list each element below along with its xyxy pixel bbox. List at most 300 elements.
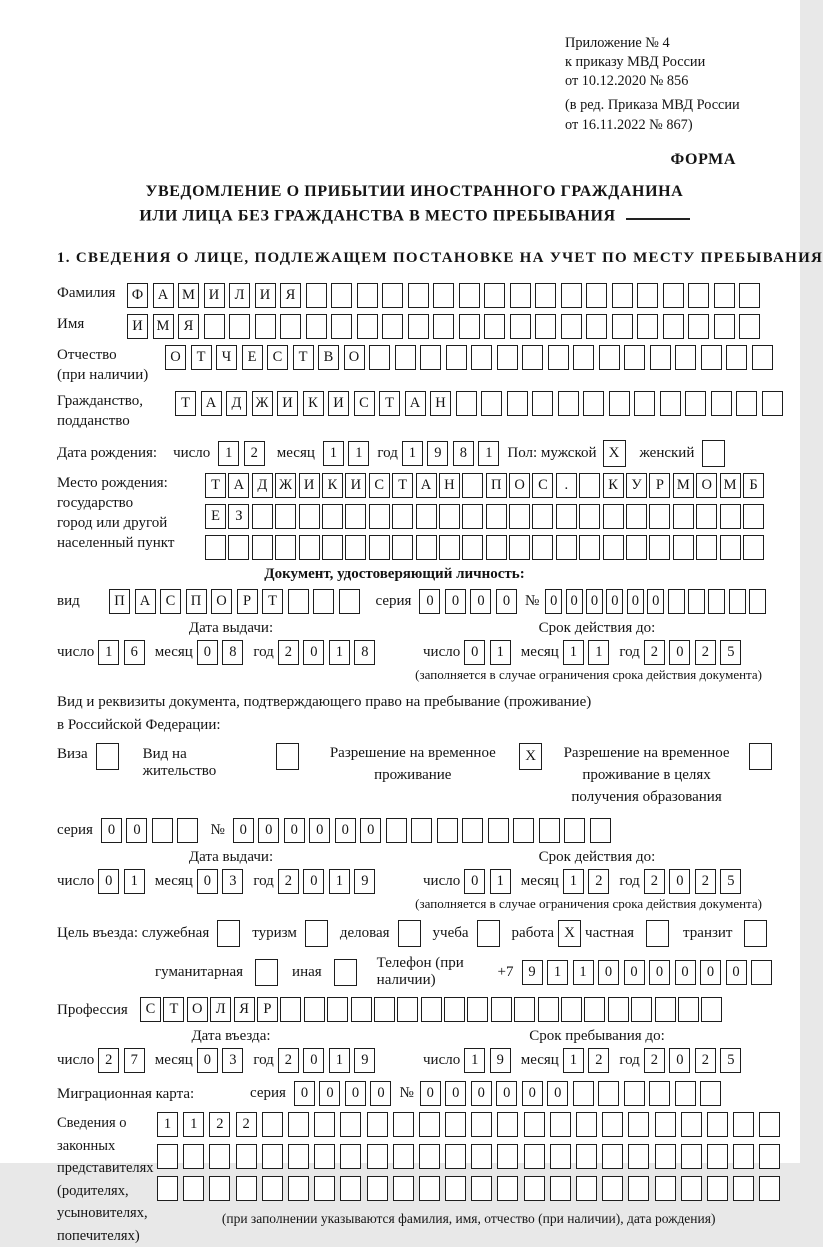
- char-cell[interactable]: С: [267, 345, 288, 370]
- char-cell[interactable]: 1: [329, 1048, 350, 1073]
- char-cell[interactable]: [675, 1081, 696, 1106]
- char-cell[interactable]: [759, 1112, 780, 1137]
- char-cell[interactable]: [433, 283, 454, 308]
- char-cell[interactable]: [345, 504, 366, 529]
- char-cell[interactable]: А: [416, 473, 437, 498]
- char-cell[interactable]: С: [532, 473, 553, 498]
- char-cell[interactable]: [649, 535, 670, 560]
- char-cell[interactable]: А: [228, 473, 249, 498]
- char-cell[interactable]: [739, 283, 760, 308]
- char-cell[interactable]: 0: [419, 589, 440, 614]
- char-cell[interactable]: [204, 314, 225, 339]
- char-cell[interactable]: [509, 535, 530, 560]
- char-cell[interactable]: [634, 391, 655, 416]
- char-cell[interactable]: [314, 1176, 335, 1201]
- char-cell[interactable]: 0: [586, 589, 603, 614]
- char-cell[interactable]: 0: [647, 589, 664, 614]
- char-cell[interactable]: О: [509, 473, 530, 498]
- char-cell[interactable]: 2: [695, 640, 716, 665]
- char-cell[interactable]: С: [354, 391, 375, 416]
- char-cell[interactable]: [561, 283, 582, 308]
- char-cell[interactable]: 1: [563, 640, 584, 665]
- char-cell[interactable]: [439, 535, 460, 560]
- char-cell[interactable]: [357, 283, 378, 308]
- char-cell[interactable]: [524, 1176, 545, 1201]
- char-cell[interactable]: [351, 997, 372, 1022]
- char-cell[interactable]: [637, 283, 658, 308]
- char-cell[interactable]: [433, 314, 454, 339]
- char-cell[interactable]: [685, 391, 706, 416]
- char-cell[interactable]: [459, 283, 480, 308]
- char-cell[interactable]: О: [187, 997, 208, 1022]
- char-cell[interactable]: 0: [360, 818, 381, 843]
- char-cell[interactable]: [367, 1176, 388, 1201]
- char-cell[interactable]: [736, 391, 757, 416]
- char-cell[interactable]: 0: [669, 1048, 690, 1073]
- char-cell[interactable]: [681, 1176, 702, 1201]
- char-cell[interactable]: [280, 314, 301, 339]
- char-cell[interactable]: 0: [126, 818, 147, 843]
- char-cell[interactable]: [624, 345, 645, 370]
- char-cell[interactable]: 2: [98, 1048, 119, 1073]
- char-cell[interactable]: Р: [649, 473, 670, 498]
- char-cell[interactable]: [729, 589, 746, 614]
- char-cell[interactable]: [514, 997, 535, 1022]
- char-cell[interactable]: [209, 1176, 230, 1201]
- char-cell[interactable]: [599, 345, 620, 370]
- char-cell[interactable]: [331, 314, 352, 339]
- char-cell[interactable]: 0: [303, 869, 324, 894]
- char-cell[interactable]: 2: [209, 1112, 230, 1137]
- char-cell[interactable]: [497, 1112, 518, 1137]
- char-cell[interactable]: [462, 473, 483, 498]
- char-cell[interactable]: [486, 535, 507, 560]
- char-cell[interactable]: [314, 1144, 335, 1169]
- char-cell[interactable]: М: [178, 283, 199, 308]
- char-cell[interactable]: 8: [354, 640, 375, 665]
- char-cell[interactable]: 0: [649, 960, 670, 985]
- char-cell[interactable]: 2: [588, 1048, 609, 1073]
- char-cell[interactable]: [229, 314, 250, 339]
- char-cell[interactable]: 2: [236, 1112, 257, 1137]
- char-cell[interactable]: Л: [229, 283, 250, 308]
- char-cell[interactable]: 2: [588, 869, 609, 894]
- char-cell[interactable]: К: [303, 391, 324, 416]
- char-cell[interactable]: [262, 1144, 283, 1169]
- char-cell[interactable]: Я: [280, 283, 301, 308]
- char-cell[interactable]: [584, 997, 605, 1022]
- char-cell[interactable]: М: [720, 473, 741, 498]
- char-cell[interactable]: [628, 1144, 649, 1169]
- char-cell[interactable]: [255, 314, 276, 339]
- char-cell[interactable]: .: [556, 473, 577, 498]
- char-cell[interactable]: Т: [163, 997, 184, 1022]
- char-cell[interactable]: [252, 535, 273, 560]
- char-cell[interactable]: [392, 535, 413, 560]
- char-cell[interactable]: З: [228, 504, 249, 529]
- char-cell[interactable]: 1: [573, 960, 594, 985]
- char-cell[interactable]: [419, 1112, 440, 1137]
- char-cell[interactable]: [739, 314, 760, 339]
- char-cell[interactable]: 2: [244, 441, 265, 466]
- char-cell[interactable]: [714, 314, 735, 339]
- char-cell[interactable]: [445, 1112, 466, 1137]
- char-cell[interactable]: 5: [720, 869, 741, 894]
- char-cell[interactable]: Т: [175, 391, 196, 416]
- char-cell[interactable]: 0: [669, 869, 690, 894]
- char-cell[interactable]: [157, 1176, 178, 1201]
- char-cell[interactable]: 1: [402, 441, 423, 466]
- char-cell[interactable]: 2: [278, 869, 299, 894]
- char-cell[interactable]: [419, 1144, 440, 1169]
- char-cell[interactable]: 0: [445, 589, 466, 614]
- char-cell[interactable]: [590, 818, 611, 843]
- char-cell[interactable]: 0: [470, 589, 491, 614]
- char-cell[interactable]: [507, 391, 528, 416]
- char-cell[interactable]: 2: [278, 1048, 299, 1073]
- char-cell[interactable]: 1: [588, 640, 609, 665]
- char-cell[interactable]: Л: [210, 997, 231, 1022]
- char-cell[interactable]: [395, 345, 416, 370]
- char-cell[interactable]: [579, 535, 600, 560]
- char-cell[interactable]: [702, 440, 725, 467]
- char-cell[interactable]: [673, 504, 694, 529]
- char-cell[interactable]: [539, 818, 560, 843]
- char-cell[interactable]: 9: [490, 1048, 511, 1073]
- char-cell[interactable]: [497, 345, 518, 370]
- char-cell[interactable]: [369, 535, 390, 560]
- char-cell[interactable]: О: [211, 589, 232, 614]
- char-cell[interactable]: [579, 504, 600, 529]
- char-cell[interactable]: [420, 345, 441, 370]
- char-cell[interactable]: 1: [98, 640, 119, 665]
- char-cell[interactable]: [681, 1144, 702, 1169]
- char-cell[interactable]: 0: [303, 640, 324, 665]
- char-cell[interactable]: Т: [191, 345, 212, 370]
- char-cell[interactable]: [744, 920, 767, 947]
- char-cell[interactable]: [488, 818, 509, 843]
- char-cell[interactable]: [673, 535, 694, 560]
- char-cell[interactable]: [398, 920, 421, 947]
- char-cell[interactable]: [177, 818, 198, 843]
- char-cell[interactable]: [573, 1081, 594, 1106]
- char-cell[interactable]: [550, 1144, 571, 1169]
- char-cell[interactable]: [688, 314, 709, 339]
- char-cell[interactable]: [655, 1176, 676, 1201]
- char-cell[interactable]: [696, 504, 717, 529]
- char-cell[interactable]: 0: [464, 640, 485, 665]
- char-cell[interactable]: 0: [669, 640, 690, 665]
- char-cell[interactable]: [386, 818, 407, 843]
- char-cell[interactable]: К: [322, 473, 343, 498]
- char-cell[interactable]: [481, 391, 502, 416]
- char-cell[interactable]: [288, 1144, 309, 1169]
- char-cell[interactable]: М: [153, 314, 174, 339]
- char-cell[interactable]: Ж: [275, 473, 296, 498]
- char-cell[interactable]: [751, 960, 772, 985]
- char-cell[interactable]: [252, 504, 273, 529]
- char-cell[interactable]: 1: [329, 869, 350, 894]
- char-cell[interactable]: [217, 920, 240, 947]
- char-cell[interactable]: [655, 997, 676, 1022]
- char-cell[interactable]: [345, 535, 366, 560]
- char-cell[interactable]: [382, 314, 403, 339]
- char-cell[interactable]: [696, 535, 717, 560]
- char-cell[interactable]: [484, 283, 505, 308]
- char-cell[interactable]: С: [140, 997, 161, 1022]
- char-cell[interactable]: [550, 1112, 571, 1137]
- char-cell[interactable]: [561, 314, 582, 339]
- char-cell[interactable]: [688, 589, 705, 614]
- char-cell[interactable]: [467, 997, 488, 1022]
- char-cell[interactable]: 5: [720, 1048, 741, 1073]
- char-cell[interactable]: 0: [370, 1081, 391, 1106]
- char-cell[interactable]: [550, 1176, 571, 1201]
- char-cell[interactable]: [228, 535, 249, 560]
- char-cell[interactable]: О: [165, 345, 186, 370]
- char-cell[interactable]: К: [603, 473, 624, 498]
- char-cell[interactable]: 0: [197, 1048, 218, 1073]
- char-cell[interactable]: Т: [392, 473, 413, 498]
- char-cell[interactable]: 0: [197, 640, 218, 665]
- char-cell[interactable]: [491, 997, 512, 1022]
- char-cell[interactable]: 8: [453, 441, 474, 466]
- char-cell[interactable]: И: [328, 391, 349, 416]
- char-cell[interactable]: 1: [490, 640, 511, 665]
- char-cell[interactable]: 9: [354, 1048, 375, 1073]
- char-cell[interactable]: [532, 535, 553, 560]
- char-cell[interactable]: X: [603, 440, 626, 467]
- char-cell[interactable]: [497, 1144, 518, 1169]
- char-cell[interactable]: 9: [522, 960, 543, 985]
- char-cell[interactable]: И: [127, 314, 148, 339]
- char-cell[interactable]: 3: [222, 869, 243, 894]
- char-cell[interactable]: Б: [743, 473, 764, 498]
- char-cell[interactable]: [752, 345, 773, 370]
- char-cell[interactable]: Т: [262, 589, 283, 614]
- char-cell[interactable]: И: [255, 283, 276, 308]
- char-cell[interactable]: X: [519, 743, 542, 770]
- char-cell[interactable]: 0: [284, 818, 305, 843]
- char-cell[interactable]: [762, 391, 783, 416]
- char-cell[interactable]: [369, 345, 390, 370]
- char-cell[interactable]: [236, 1144, 257, 1169]
- char-cell[interactable]: [759, 1176, 780, 1201]
- char-cell[interactable]: 0: [197, 869, 218, 894]
- char-cell[interactable]: Р: [257, 997, 278, 1022]
- char-cell[interactable]: [367, 1112, 388, 1137]
- char-cell[interactable]: [408, 314, 429, 339]
- char-cell[interactable]: 0: [471, 1081, 492, 1106]
- char-cell[interactable]: [714, 283, 735, 308]
- char-cell[interactable]: [707, 1144, 728, 1169]
- char-cell[interactable]: [524, 1144, 545, 1169]
- char-cell[interactable]: 1: [348, 441, 369, 466]
- char-cell[interactable]: 3: [222, 1048, 243, 1073]
- char-cell[interactable]: [586, 283, 607, 308]
- char-cell[interactable]: [456, 391, 477, 416]
- char-cell[interactable]: 1: [323, 441, 344, 466]
- char-cell[interactable]: Ч: [216, 345, 237, 370]
- char-cell[interactable]: 0: [258, 818, 279, 843]
- char-cell[interactable]: [524, 1112, 545, 1137]
- char-cell[interactable]: [646, 920, 669, 947]
- char-cell[interactable]: [183, 1176, 204, 1201]
- char-cell[interactable]: [556, 535, 577, 560]
- char-cell[interactable]: [678, 997, 699, 1022]
- char-cell[interactable]: [576, 1112, 597, 1137]
- char-cell[interactable]: П: [486, 473, 507, 498]
- char-cell[interactable]: [548, 345, 569, 370]
- char-cell[interactable]: [558, 391, 579, 416]
- char-cell[interactable]: [477, 920, 500, 947]
- char-cell[interactable]: 0: [319, 1081, 340, 1106]
- char-cell[interactable]: 0: [624, 960, 645, 985]
- char-cell[interactable]: 2: [644, 640, 665, 665]
- char-cell[interactable]: [583, 391, 604, 416]
- char-cell[interactable]: [275, 504, 296, 529]
- char-cell[interactable]: [733, 1144, 754, 1169]
- char-cell[interactable]: 1: [547, 960, 568, 985]
- char-cell[interactable]: [357, 314, 378, 339]
- char-cell[interactable]: 7: [124, 1048, 145, 1073]
- char-cell[interactable]: 1: [478, 441, 499, 466]
- char-cell[interactable]: А: [201, 391, 222, 416]
- char-cell[interactable]: [733, 1112, 754, 1137]
- char-cell[interactable]: Р: [237, 589, 258, 614]
- char-cell[interactable]: Ж: [252, 391, 273, 416]
- char-cell[interactable]: [331, 283, 352, 308]
- char-cell[interactable]: [602, 1112, 623, 1137]
- char-cell[interactable]: Д: [252, 473, 273, 498]
- char-cell[interactable]: 0: [101, 818, 122, 843]
- char-cell[interactable]: [579, 473, 600, 498]
- char-cell[interactable]: А: [405, 391, 426, 416]
- char-cell[interactable]: [608, 997, 629, 1022]
- char-cell[interactable]: 0: [496, 589, 517, 614]
- char-cell[interactable]: [626, 535, 647, 560]
- char-cell[interactable]: П: [109, 589, 130, 614]
- char-cell[interactable]: 0: [303, 1048, 324, 1073]
- char-cell[interactable]: [535, 283, 556, 308]
- char-cell[interactable]: [743, 504, 764, 529]
- char-cell[interactable]: [701, 345, 722, 370]
- char-cell[interactable]: [416, 504, 437, 529]
- char-cell[interactable]: А: [153, 283, 174, 308]
- char-cell[interactable]: [421, 997, 442, 1022]
- char-cell[interactable]: [299, 504, 320, 529]
- char-cell[interactable]: [393, 1144, 414, 1169]
- char-cell[interactable]: Ф: [127, 283, 148, 308]
- char-cell[interactable]: И: [277, 391, 298, 416]
- char-cell[interactable]: [749, 589, 766, 614]
- char-cell[interactable]: [681, 1112, 702, 1137]
- char-cell[interactable]: [660, 391, 681, 416]
- char-cell[interactable]: 5: [720, 640, 741, 665]
- char-cell[interactable]: [408, 283, 429, 308]
- char-cell[interactable]: Д: [226, 391, 247, 416]
- char-cell[interactable]: [532, 504, 553, 529]
- char-cell[interactable]: [603, 504, 624, 529]
- char-cell[interactable]: [276, 743, 299, 770]
- char-cell[interactable]: [628, 1112, 649, 1137]
- char-cell[interactable]: 0: [294, 1081, 315, 1106]
- char-cell[interactable]: 0: [233, 818, 254, 843]
- char-cell[interactable]: Е: [205, 504, 226, 529]
- char-cell[interactable]: [437, 818, 458, 843]
- char-cell[interactable]: [157, 1144, 178, 1169]
- char-cell[interactable]: [288, 1176, 309, 1201]
- char-cell[interactable]: [726, 345, 747, 370]
- char-cell[interactable]: О: [344, 345, 365, 370]
- char-cell[interactable]: [626, 504, 647, 529]
- char-cell[interactable]: [367, 1144, 388, 1169]
- char-cell[interactable]: 1: [563, 869, 584, 894]
- char-cell[interactable]: [668, 589, 685, 614]
- char-cell[interactable]: [445, 1176, 466, 1201]
- char-cell[interactable]: И: [204, 283, 225, 308]
- char-cell[interactable]: И: [345, 473, 366, 498]
- char-cell[interactable]: [556, 504, 577, 529]
- char-cell[interactable]: [471, 1112, 492, 1137]
- char-cell[interactable]: 0: [545, 589, 562, 614]
- char-cell[interactable]: 0: [522, 1081, 543, 1106]
- char-cell[interactable]: 0: [345, 1081, 366, 1106]
- char-cell[interactable]: 1: [218, 441, 239, 466]
- char-cell[interactable]: [313, 589, 334, 614]
- char-cell[interactable]: [484, 314, 505, 339]
- char-cell[interactable]: [586, 314, 607, 339]
- char-cell[interactable]: [576, 1176, 597, 1201]
- char-cell[interactable]: [327, 997, 348, 1022]
- char-cell[interactable]: [573, 345, 594, 370]
- char-cell[interactable]: [471, 345, 492, 370]
- char-cell[interactable]: [96, 743, 119, 770]
- char-cell[interactable]: [576, 1144, 597, 1169]
- char-cell[interactable]: [612, 314, 633, 339]
- char-cell[interactable]: [322, 504, 343, 529]
- char-cell[interactable]: [416, 535, 437, 560]
- char-cell[interactable]: [288, 1112, 309, 1137]
- char-cell[interactable]: 0: [700, 960, 721, 985]
- char-cell[interactable]: И: [299, 473, 320, 498]
- char-cell[interactable]: [708, 589, 725, 614]
- char-cell[interactable]: [322, 535, 343, 560]
- char-cell[interactable]: [631, 997, 652, 1022]
- char-cell[interactable]: [711, 391, 732, 416]
- char-cell[interactable]: У: [626, 473, 647, 498]
- char-cell[interactable]: [749, 743, 772, 770]
- char-cell[interactable]: 2: [695, 1048, 716, 1073]
- char-cell[interactable]: 0: [309, 818, 330, 843]
- char-cell[interactable]: Н: [430, 391, 451, 416]
- char-cell[interactable]: [262, 1176, 283, 1201]
- char-cell[interactable]: 0: [726, 960, 747, 985]
- char-cell[interactable]: [299, 535, 320, 560]
- char-cell[interactable]: 1: [464, 1048, 485, 1073]
- char-cell[interactable]: 1: [329, 640, 350, 665]
- char-cell[interactable]: [411, 818, 432, 843]
- char-cell[interactable]: [720, 504, 741, 529]
- char-cell[interactable]: С: [160, 589, 181, 614]
- char-cell[interactable]: [628, 1176, 649, 1201]
- char-cell[interactable]: [602, 1144, 623, 1169]
- char-cell[interactable]: М: [673, 473, 694, 498]
- char-cell[interactable]: 9: [354, 869, 375, 894]
- char-cell[interactable]: [304, 997, 325, 1022]
- char-cell[interactable]: [445, 1144, 466, 1169]
- char-cell[interactable]: [510, 314, 531, 339]
